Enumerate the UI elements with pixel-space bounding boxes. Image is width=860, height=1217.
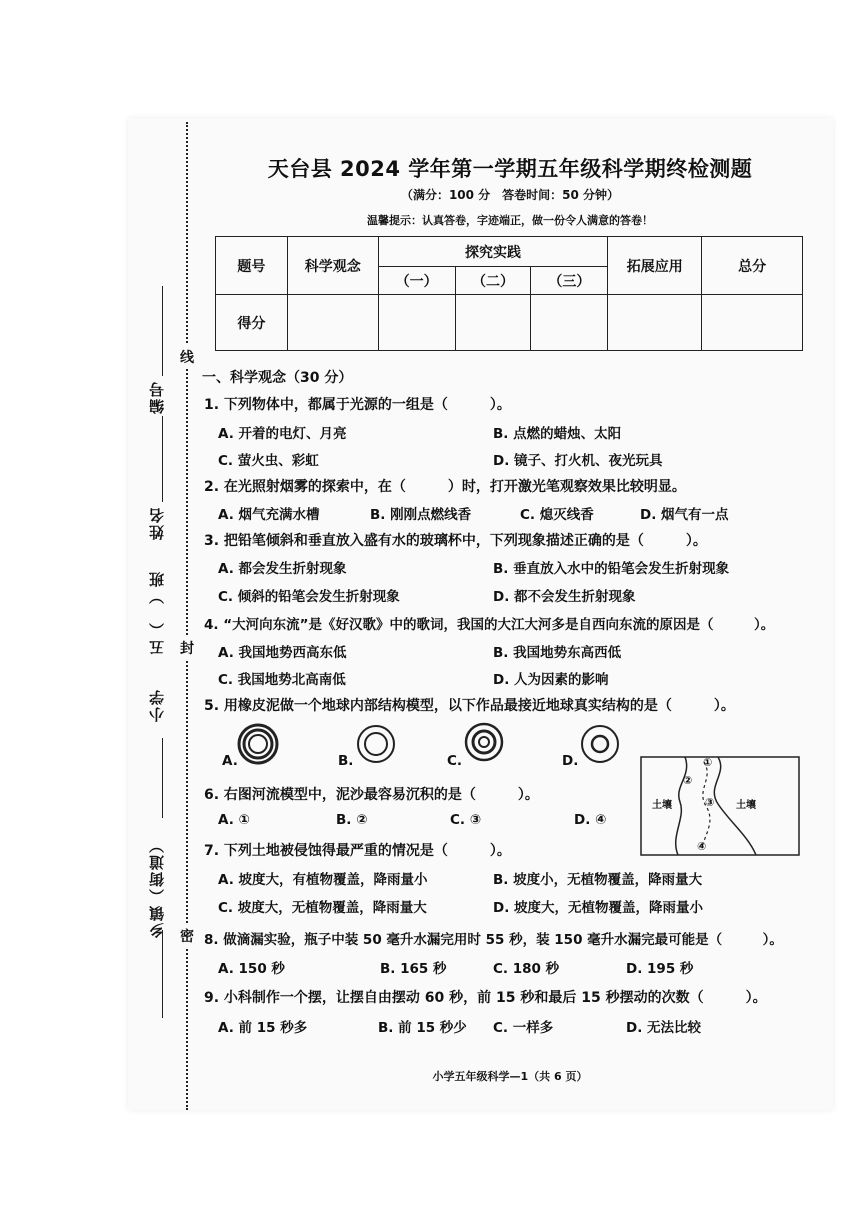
q5-model-c-icon[interactable]	[462, 720, 506, 764]
score-table	[215, 236, 803, 351]
q2-option-d[interactable]: D. 烟气有一点	[640, 507, 729, 523]
question-2: 2. 在光照射烟雾的探索中，在（ ）时，打开激光笔观察效果比较明显。	[204, 479, 686, 495]
q3-option-b[interactable]: B. 垂直放入水中的铅笔会发生折射现象	[493, 561, 730, 577]
exam-subtitle: （满分：100 分 答卷时间：50 分钟）	[400, 188, 620, 202]
question-8: 8. 做滴漏实验，瓶子中装 50 毫升水漏完用时 55 秒，装 150 毫升水漏完最可能是（ ）。	[204, 932, 783, 948]
q2-option-a[interactable]: A. 烟气充满水槽	[218, 507, 320, 523]
q9-option-c[interactable]: C. 一样多	[493, 1020, 554, 1036]
q5-model-d-icon[interactable]	[578, 722, 622, 766]
section-heading: 一、科学观念（30 分）	[202, 370, 353, 386]
question-3: 3. 把铅笔倾斜和垂直放入盛有水的玻璃杯中，下列现象描述正确的是（ ）。	[204, 533, 707, 549]
school-line[interactable]	[162, 738, 163, 818]
q9-option-a[interactable]: A. 前 15 秒多	[218, 1020, 308, 1036]
score-header-label: 题号	[216, 237, 288, 295]
score-subheader-1: （一）	[378, 267, 455, 295]
cut-mark-bottom: 密	[180, 924, 194, 948]
cut-mark-top: 线	[180, 345, 194, 369]
q1-option-a[interactable]: A. 开着的电灯、月亮	[218, 426, 347, 442]
question-1: 1. 下列物体中，都属于光源的一组是（ ）。	[204, 397, 511, 413]
q1-option-b[interactable]: B. 点燃的蜡烛、太阳	[493, 426, 622, 442]
score-header-total: 总分	[702, 237, 803, 295]
river-right-bank-label: 土壤	[736, 800, 756, 811]
q5-model-a-icon[interactable]	[236, 722, 280, 766]
score-header-practice: 探究实践	[378, 237, 608, 267]
score-cell-practice-2[interactable]	[455, 295, 531, 351]
river-marker-2: ②	[683, 774, 693, 787]
question-7: 7. 下列土地被侵蚀得最严重的情况是（ ）。	[204, 843, 511, 859]
score-cell-practice-1[interactable]	[378, 295, 455, 351]
school-label: 小学	[148, 688, 166, 722]
q4-option-c[interactable]: C. 我国地势北高南低	[218, 672, 346, 688]
number-label: 编号	[148, 380, 166, 414]
score-row-label: 得分	[216, 295, 288, 351]
river-marker-1: ①	[703, 756, 713, 769]
river-marker-3: ③	[705, 796, 715, 809]
town-line[interactable]	[162, 930, 163, 1018]
q3-option-a[interactable]: A. 都会发生折射现象	[218, 561, 347, 577]
q6-option-c[interactable]: C. ③	[450, 812, 482, 828]
score-cell-total[interactable]	[702, 295, 803, 351]
q7-option-c[interactable]: C. 坡度大，无植物覆盖，降雨量大	[218, 900, 427, 916]
name-line[interactable]	[162, 416, 163, 502]
question-5: 5. 用橡皮泥做一个地球内部结构模型，以下作品最接近地球真实结构的是（ ）。	[204, 698, 735, 714]
q6-option-a[interactable]: A. ①	[218, 812, 250, 828]
river-marker-4: ④	[697, 840, 707, 853]
name-label: 姓名	[148, 506, 166, 540]
q8-option-a[interactable]: A. 150 秒	[218, 961, 285, 977]
q8-option-b[interactable]: B. 165 秒	[380, 961, 447, 977]
q4-option-a[interactable]: A. 我国地势西高东低	[218, 645, 347, 661]
q5-option-a[interactable]: A.	[222, 753, 238, 769]
q3-option-c[interactable]: C. 倾斜的铅笔会发生折射现象	[218, 589, 400, 605]
q1-option-c[interactable]: C. 萤火虫、彩虹	[218, 453, 319, 469]
q5-option-c[interactable]: C.	[447, 753, 463, 769]
q8-option-d[interactable]: D. 195 秒	[626, 961, 694, 977]
q9-option-d[interactable]: D. 无法比较	[626, 1020, 702, 1036]
score-cell-practice-3[interactable]	[531, 295, 608, 351]
exam-tip: 温馨提示：认真答卷，字迹端正，做一份令人满意的答卷！	[367, 214, 653, 227]
question-4: 4. “大河向东流”是《好汉歌》中的歌词，我国的大江大河多是自西向东流的原因是（ ）。	[204, 617, 775, 633]
q6-option-b[interactable]: B. ②	[336, 812, 368, 828]
q4-option-d[interactable]: D. 人为因素的影响	[493, 672, 609, 688]
q8-option-c[interactable]: C. 180 秒	[493, 961, 560, 977]
river-left-bank-label: 土壤	[652, 800, 672, 811]
score-cell-concept[interactable]	[287, 295, 378, 351]
town-label: 乡镇（街道）	[148, 836, 166, 938]
q5-model-b-icon[interactable]	[354, 722, 398, 766]
cut-mark-middle: 封	[180, 636, 194, 660]
score-header-concept: 科学观念	[287, 237, 378, 295]
q4-option-b[interactable]: B. 我国地势东高西低	[493, 645, 622, 661]
q3-option-d[interactable]: D. 都不会发生折射现象	[493, 589, 636, 605]
score-subheader-2: （二）	[455, 267, 531, 295]
q6-option-d[interactable]: D. ④	[574, 812, 607, 828]
q7-option-a[interactable]: A. 坡度大，有植物覆盖，降雨量小	[218, 872, 428, 888]
score-subheader-3: （三）	[531, 267, 608, 295]
question-9: 9. 小科制作一个摆，让摆自由摆动 60 秒，前 15 秒和最后 15 秒摆动的次数（ ）。	[204, 990, 767, 1006]
q9-option-b[interactable]: B. 前 15 秒少	[378, 1020, 467, 1036]
q7-option-d[interactable]: D. 坡度大，无植物覆盖，降雨量小	[493, 900, 704, 916]
score-cell-extension[interactable]	[608, 295, 702, 351]
q2-option-b[interactable]: B. 刚刚点燃线香	[370, 507, 472, 523]
class-label: 五（ ）班	[148, 570, 166, 655]
exam-title: 天台县 2024 学年第一学期五年级科学期终检测题	[267, 157, 753, 181]
q1-option-d[interactable]: D. 镜子、打火机、夜光玩具	[493, 453, 663, 469]
cut-line	[186, 122, 188, 1110]
q7-option-b[interactable]: B. 坡度小，无植物覆盖，降雨量大	[493, 872, 703, 888]
page-footer: 小学五年级科学—1（共 6 页）	[432, 1070, 588, 1083]
score-header-extension: 拓展应用	[608, 237, 702, 295]
question-6: 6. 右图河流模型中，泥沙最容易沉积的是（ ）。	[204, 787, 539, 803]
number-line[interactable]	[162, 286, 163, 376]
q5-option-d[interactable]: D.	[562, 753, 579, 769]
q2-option-c[interactable]: C. 熄灭线香	[520, 507, 594, 523]
q5-option-b[interactable]: B.	[338, 753, 354, 769]
